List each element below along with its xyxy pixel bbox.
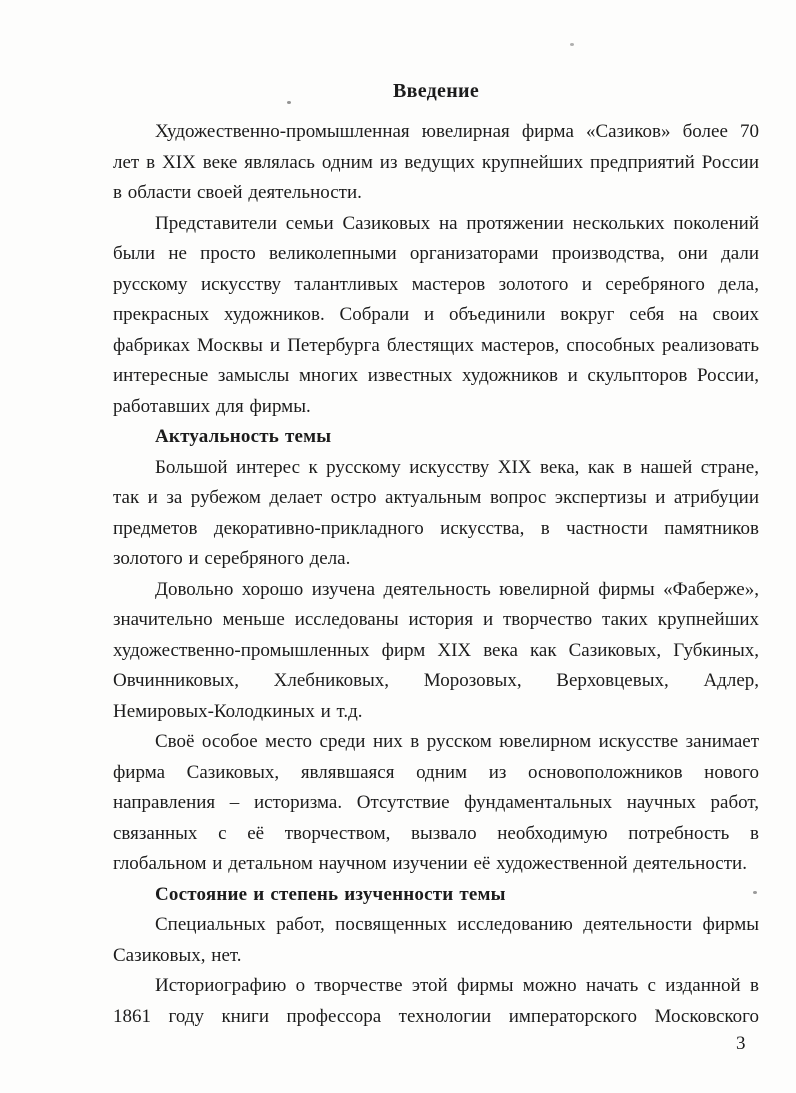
paragraph — [113, 910, 759, 971]
text-line: Овчинниковых, Хлебниковых, Морозовых, Верховцевых, Адлер, — [113, 670, 759, 691]
section-heading — [113, 422, 759, 453]
paragraph — [113, 971, 759, 1032]
text-line: Актуальность темы — [155, 426, 332, 447]
text-line: Представители семьи Сазиковых на протяжении нескольких поколений — [155, 212, 759, 234]
page-number: 3 — [736, 1033, 746, 1054]
section-heading — [113, 880, 759, 911]
text-line: Историографию о творчестве этой фирмы можно начать с изданной в — [155, 975, 759, 996]
text-line: были не просто великолепными организаторами производства, они дали — [113, 243, 759, 264]
text-line: Состояние и степень изученности темы — [155, 883, 506, 905]
text-line: Специальных работ, посвященных исследованию деятельности фирмы — [155, 914, 759, 935]
paragraph — [113, 727, 759, 880]
text-line: так и за рубежом делает остро актуальным вопрос экспертизы и атрибуции — [113, 487, 759, 508]
text-line: интересные замыслы многих известных художников и скульпторов России, — [113, 365, 759, 386]
document-body — [113, 76, 759, 1032]
text-line: связанных с её творчеством, вызвало необходимую потребность в — [113, 822, 759, 844]
text-line: Немировых-Колодкиных и т.д. — [113, 700, 363, 722]
text-line: прекрасных художников. Собрали и объединили вокруг себя на своих — [113, 304, 759, 325]
text-line: 1861 году книги профессора технологии императорского Московского — [113, 1005, 759, 1027]
text-line: работавших для фирмы. — [113, 395, 311, 417]
text-line: Сазиковых, нет. — [113, 944, 242, 966]
page-title: Введение — [392, 80, 480, 102]
text-line: художественно-промышленных фирм XIX века как Сазиковых, Губкиных, — [113, 639, 759, 661]
paragraph — [113, 117, 759, 209]
document-sections — [113, 117, 759, 1032]
text-line: русскому искусству талантливых мастеров золотого и серебряного дела, — [113, 273, 759, 295]
paragraph — [113, 209, 759, 423]
paragraph — [113, 575, 759, 728]
text-line: предметов декоративно-прикладного искусства, в частности памятников — [113, 517, 759, 539]
paragraph — [113, 453, 759, 575]
text-line: в области своей деятельности. — [113, 182, 362, 203]
text-line: Своё особое место среди них в русском ювелирном искусстве занимает — [155, 731, 759, 752]
text-line: направления – историзма. Отсутствие фундаментальных научных работ, — [113, 792, 759, 813]
text-line: золотого и серебряного дела. — [113, 548, 351, 569]
text-line: Художественно-промышленная ювелирная фирма «Сазиков» более 70 — [155, 121, 759, 142]
text-line: лет в XIX веке являлась одним из ведущих крупнейших предприятий России — [113, 151, 759, 173]
text-line: Большой интерес к русскому искусству XIX века, как в нашей стране, — [155, 456, 759, 478]
scan-speck — [570, 43, 574, 46]
text-line: глобальном и детальном научном изучении её художественной деятельности. — [113, 853, 747, 874]
text-line: фирма Сазиковых, являвшаяся одним из основоположников нового — [113, 761, 759, 783]
text-line: значительно меньше исследованы история и творчество таких крупнейших — [113, 609, 759, 630]
text-line: фабриках Москвы и Петербурга блестящих мастеров, способных реализовать — [113, 334, 759, 356]
text-line: Довольно хорошо изучена деятельность ювелирной фирмы «Фаберже», — [155, 578, 759, 600]
